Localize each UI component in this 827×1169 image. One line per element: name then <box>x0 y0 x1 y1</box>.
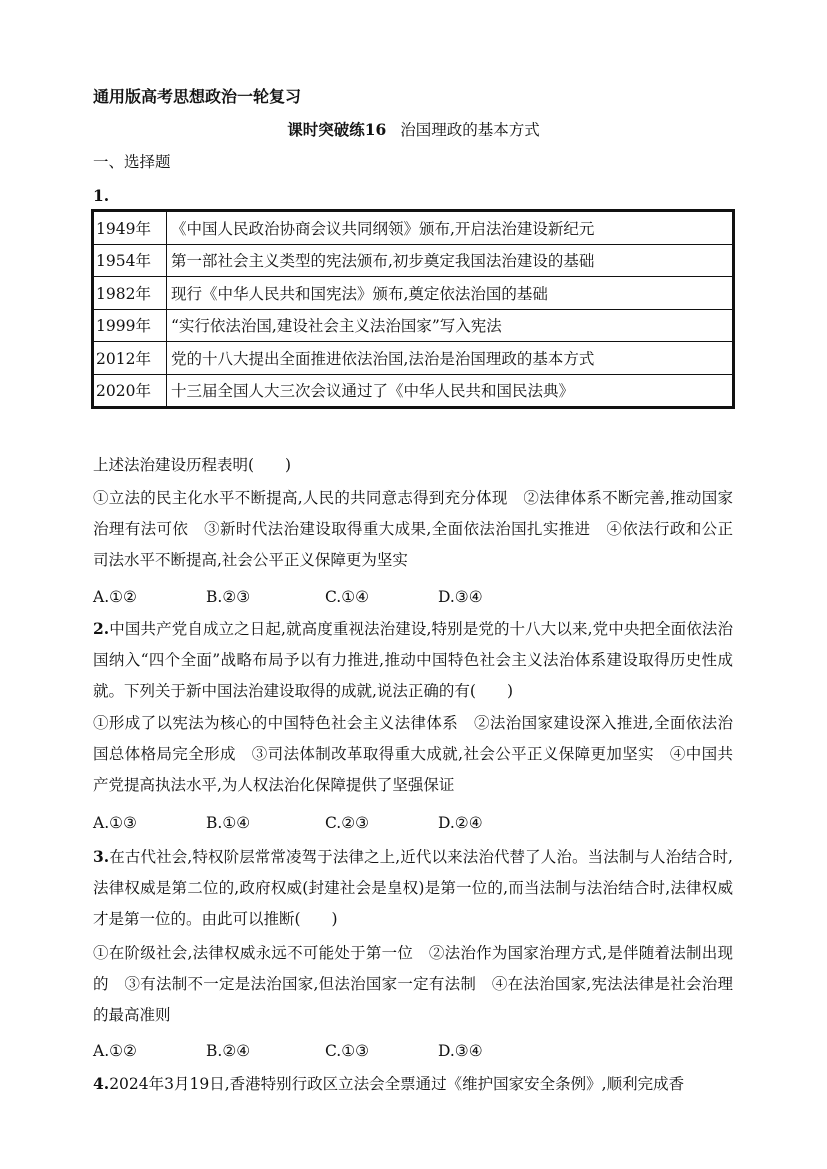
option-d[interactable]: D.③④ <box>438 1042 483 1060</box>
table-row <box>93 374 734 408</box>
event-cell: 党的十八大提出全面推进依法治国,法治是治国理政的基本方式 <box>167 342 734 375</box>
option-b[interactable]: B.②④ <box>206 1042 251 1060</box>
option-c[interactable]: C.①③ <box>325 1042 370 1060</box>
lesson-title <box>0 118 827 140</box>
option-a[interactable]: A.①② <box>93 588 137 606</box>
year-cell: 1999年 <box>93 309 167 342</box>
option-a[interactable]: A.①③ <box>93 814 137 832</box>
event-cell: 第一部社会主义类型的宪法颁布,初步奠定我国法治建设的基础 <box>167 244 734 277</box>
lesson-number: 课时突破练16 <box>287 120 387 139</box>
question-2-statements: ①形成了以宪法为核心的中国特色社会主义法律体系 ②法治国家建设深入推进,全面依法治国总体格局完全形成 ③司法体制改革取得重大成就,社会公平正义保障更加坚实 ④中国共产党提高执法水平,为人权法治化保障提供了坚强保证 <box>93 714 733 794</box>
question-4-number: 4. <box>93 1074 110 1093</box>
lesson-topic: 治国理政的基本方式 <box>400 121 540 139</box>
question-4-stem: 2024年3月19日,香港特别行政区立法会全票通过《维护国家安全条例》,顺利完成香 <box>109 1075 685 1093</box>
option-b[interactable]: B.①④ <box>206 814 251 832</box>
year-cell: 2012年 <box>93 342 167 375</box>
question-4 <box>93 1068 733 1100</box>
year-cell: 2020年 <box>93 374 167 408</box>
event-cell: 《中国人民政治协商会议共同纲领》颁布,开启法治建设新纪元 <box>167 211 734 245</box>
option-c[interactable]: C.①④ <box>325 588 370 606</box>
option-b[interactable]: B.②③ <box>206 588 251 606</box>
section-heading: 一、选择题 <box>93 153 171 171</box>
year-cell: 1982年 <box>93 277 167 310</box>
table-row <box>93 211 734 245</box>
option-d[interactable]: D.②④ <box>438 814 483 832</box>
table-row <box>93 309 734 342</box>
question-2-number: 2. <box>93 619 110 638</box>
table-row <box>93 342 734 375</box>
question-1-statements: ①立法的民主化水平不断提高,人民的共同意志得到充分体现 ②法律体系不断完善,推动国家治理有法可依 ③新时代法治建设取得重大成果,全面依法治国扎实推进 ④依法行政和公正司法水平不断提高,社会公平正义保障更为坚实 <box>93 489 733 569</box>
table-row <box>93 277 734 310</box>
question-2 <box>93 613 733 707</box>
question-1-options <box>93 582 733 613</box>
event-cell: 十三届全国人大三次会议通过了《中华人民共和国民法典》 <box>167 374 734 408</box>
question-3-stem: 在古代社会,特权阶层常常凌驾于法律之上,近代以来法治代替了人治。当法制与人治结合时,法律权威是第二位的,政府权威(封建社会是皇权)是第一位的,而当法制与法治结合时,法律权威才是第一位的。由此可以推断( ) <box>93 848 733 928</box>
question-1-stem: 上述法治建设历程表明( ) <box>93 456 292 474</box>
question-3-options <box>93 1036 733 1067</box>
document-header: 通用版高考思想政治一轮复习 <box>93 87 302 106</box>
table-row <box>93 244 734 277</box>
year-cell: 1949年 <box>93 211 167 245</box>
question-3 <box>93 841 733 935</box>
year-cell: 1954年 <box>93 244 167 277</box>
option-a[interactable]: A.①② <box>93 1042 137 1060</box>
question-2-options <box>93 808 733 839</box>
event-cell: 现行《中华人民共和国宪法》颁布,奠定依法治国的基础 <box>167 277 734 310</box>
event-cell: “实行依法治国,建设社会主义法治国家”写入宪法 <box>167 309 734 342</box>
question-3-statements: ①在阶级社会,法律权威永远不可能处于第一位 ②法治作为国家治理方式,是伴随着法制出现的 ③有法制不一定是法治国家,但法治国家一定有法制 ④在法治国家,宪法法律是社会治理的最高准则 <box>93 944 733 1024</box>
question-3-number: 3. <box>93 847 110 866</box>
option-d[interactable]: D.③④ <box>438 588 483 606</box>
option-c[interactable]: C.②③ <box>325 814 370 832</box>
question-2-stem: 中国共产党自成立之日起,就高度重视法治建设,特别是党的十八大以来,党中央把全面依法治国纳入“四个全面”战略布局予以有力推进,推动中国特色社会主义法治体系建设取得历史性成就。下列关于新中国法治建设取得的成就,说法正确的有( ) <box>93 620 733 700</box>
law-history-table <box>91 209 735 409</box>
question-1-number: 1. <box>93 186 110 205</box>
